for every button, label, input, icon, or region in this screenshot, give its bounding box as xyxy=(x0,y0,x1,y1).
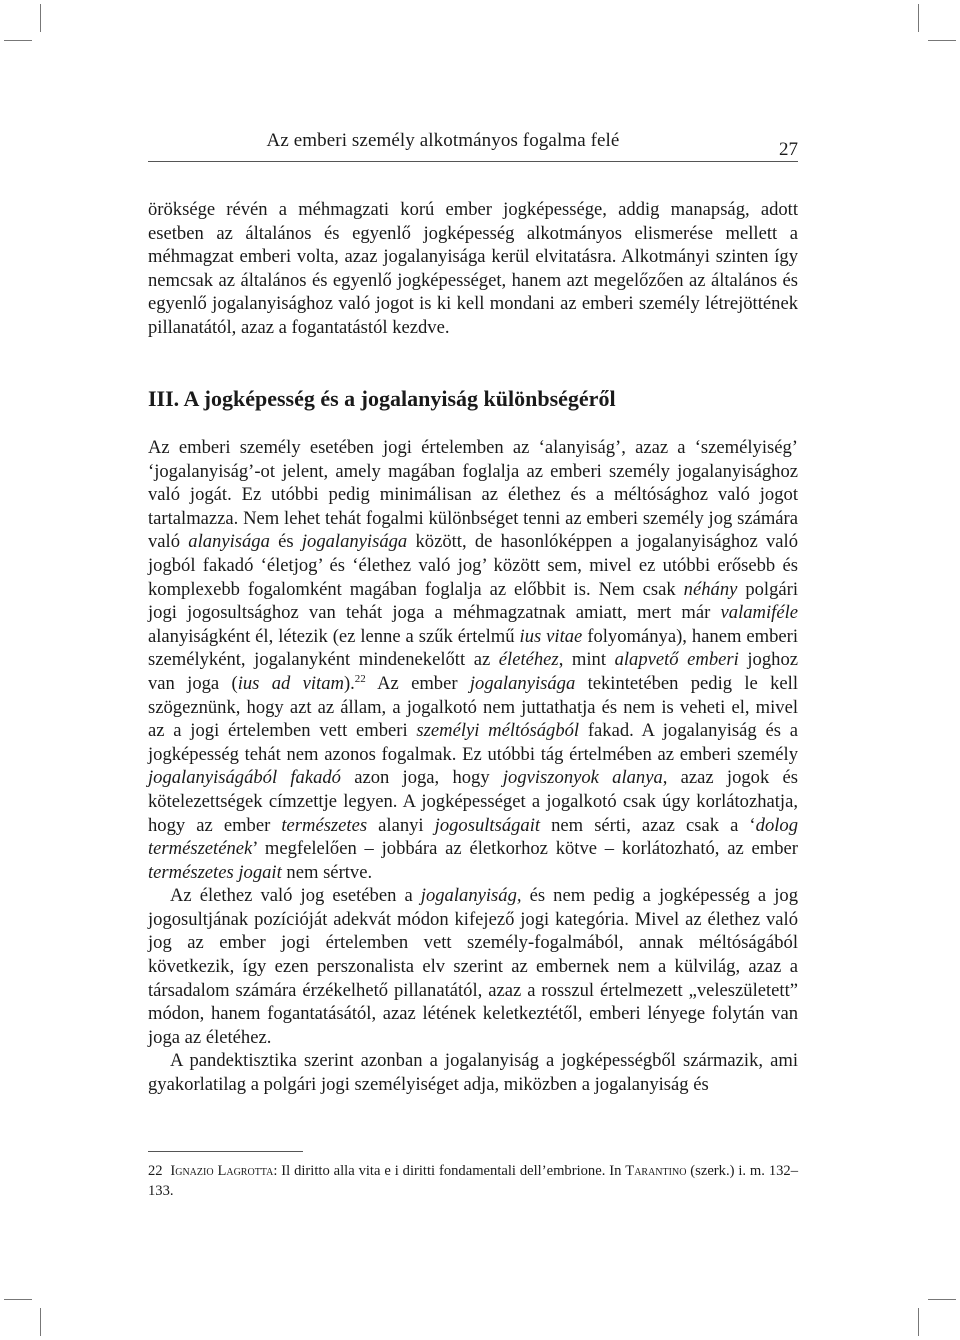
body-paragraph-3: A pandektisztika szerint azonban a jogalanyiság a jogképességből származik, ami gyakorlatilag a polgári jogi személyiséget adja, miközben a jogalanyiság és xyxy=(148,1050,798,1096)
intro-text-block xyxy=(148,198,798,340)
page-number: 27 xyxy=(779,139,798,160)
footnote-rule xyxy=(148,1151,303,1152)
crop-mark xyxy=(40,4,41,32)
header-rule xyxy=(148,161,798,162)
footnote-reference: 22 xyxy=(354,672,366,685)
running-title: Az emberi személy alkotmányos fogalma felé xyxy=(266,130,620,151)
crop-mark xyxy=(40,1308,41,1336)
crop-mark xyxy=(928,1299,956,1300)
section-heading: III. A jogképesség és a jogalanyiság különbségéről xyxy=(148,386,616,411)
crop-mark xyxy=(918,1308,919,1336)
body-paragraph-2: Az élethez való jog esetében a jogalanyiság, és nem pedig a jogképesség a jog jogosultjának pozícióját adekvát módon kifejező jogi kategória. Mivel az élethez való jog az ember jogi értelemben vett személy-fogalmából, annak méltóságából következik, így ezen perszonalista elv szerint az embernek nem a külvilág, azaz a társadalom számára érzékelhető pillanatától, azaz a rosszul értelmezett „veleszületett” módon, hanem fogantatásától, azaz létének keletkeztétől, emberi lényege folytán van joga az életéhez. xyxy=(148,885,798,1048)
crop-mark xyxy=(4,40,32,41)
footnote-author: Ignazio Lagrotta xyxy=(170,1163,274,1179)
footnote: 22 Ignazio Lagrotta: Il diritto alla vita e i diritti fondamentali dell’embrione. In Tarantino (szerk.) i. m. 132–133. xyxy=(148,1163,799,1199)
footnote-number: 22 xyxy=(148,1163,163,1179)
body-paragraph-1: Az emberi személy esetében jogi értelemben az ‘alanyiság’, azaz a ‘személyiség’ ‘jogalanyiság’-ot jelent, amely magában foglalja az emberi személy jogalanyisághoz való jogát. Ez utóbbi pedig minimálisan az élethez és a méltósághoz való jogot tartalmazza. Nem lehet tehát fogalmi különbséget tenni az emberi személy jog számára való alanyisága és jogalanyisága között, de hasonlóképpen a jogalanyisághoz való jogból fakadó ‘életjog’ és ‘élethez való jog’ között sem, mivel ez utóbbi erősebb és komplexebb fogalomként magában foglalja az előbbit is. Nem csak néhány polgári jogi jogosultsághoz van tehát joga a méhmagzatnak amiatt, mert már valamiféle alanyiságként él, létezik (ez lenne a szűk értelmű ius vitae folyománya), hanem emberi személyként, jogalanyként mindenekelőtt az életéhez, mint alapvető emberi joghoz van joga (ius ad vitam).$^{22}$ Az ember jogalanyisága tekintetében pedig le kell szögeznünk, hogy azt az állam, a jogalkotó nem juttathatja és nem is veheti el, mivel az a jogi értelemben vett emberi személyi méltóságból fakad. A jogalanyiság és a jogképesség tehát nem azonos fogalmak. Ez utóbbi tág értelmében az emberi személy jogalanyiságából fakadó azon joga, hogy jogviszonyok alanya, azaz jogok és kötelezettségek címzettje legyen. A jogképességet a jogalkotó csak úgy korlátozhatja, hogy az ember természetes alanyi jogosultságait nem sérti, azaz csak a ‘dolog természetének’ megfelelően – jobbára az életkorhoz kötve – korlátozható, az ember természetes jogait nem sértve. xyxy=(148,437,798,883)
crop-mark xyxy=(928,40,956,41)
intro-paragraph: öröksége révén a méhmagzati korú ember jogképessége, addig manapság, adott esetben az általános és egyenlő jogképesség alkotmányos elismerése mellett a méhmagzat emberi volta, azaz jogalanyisága kerül elvitatásra. Alkotmányi szinten így nemcsak az általános és egyenlő jogképességet, hanem azt megelőzően az általános és egyenlő jogalanyisághoz való jogot is ki kell mondani az emberi személy létrejöttének pillanatától, azaz a fogantatástól kezdve. xyxy=(148,199,798,338)
crop-mark xyxy=(918,4,919,32)
body-text-block xyxy=(148,436,798,1097)
footnote-editor: Tarantino xyxy=(625,1163,687,1179)
crop-mark xyxy=(4,1299,32,1300)
